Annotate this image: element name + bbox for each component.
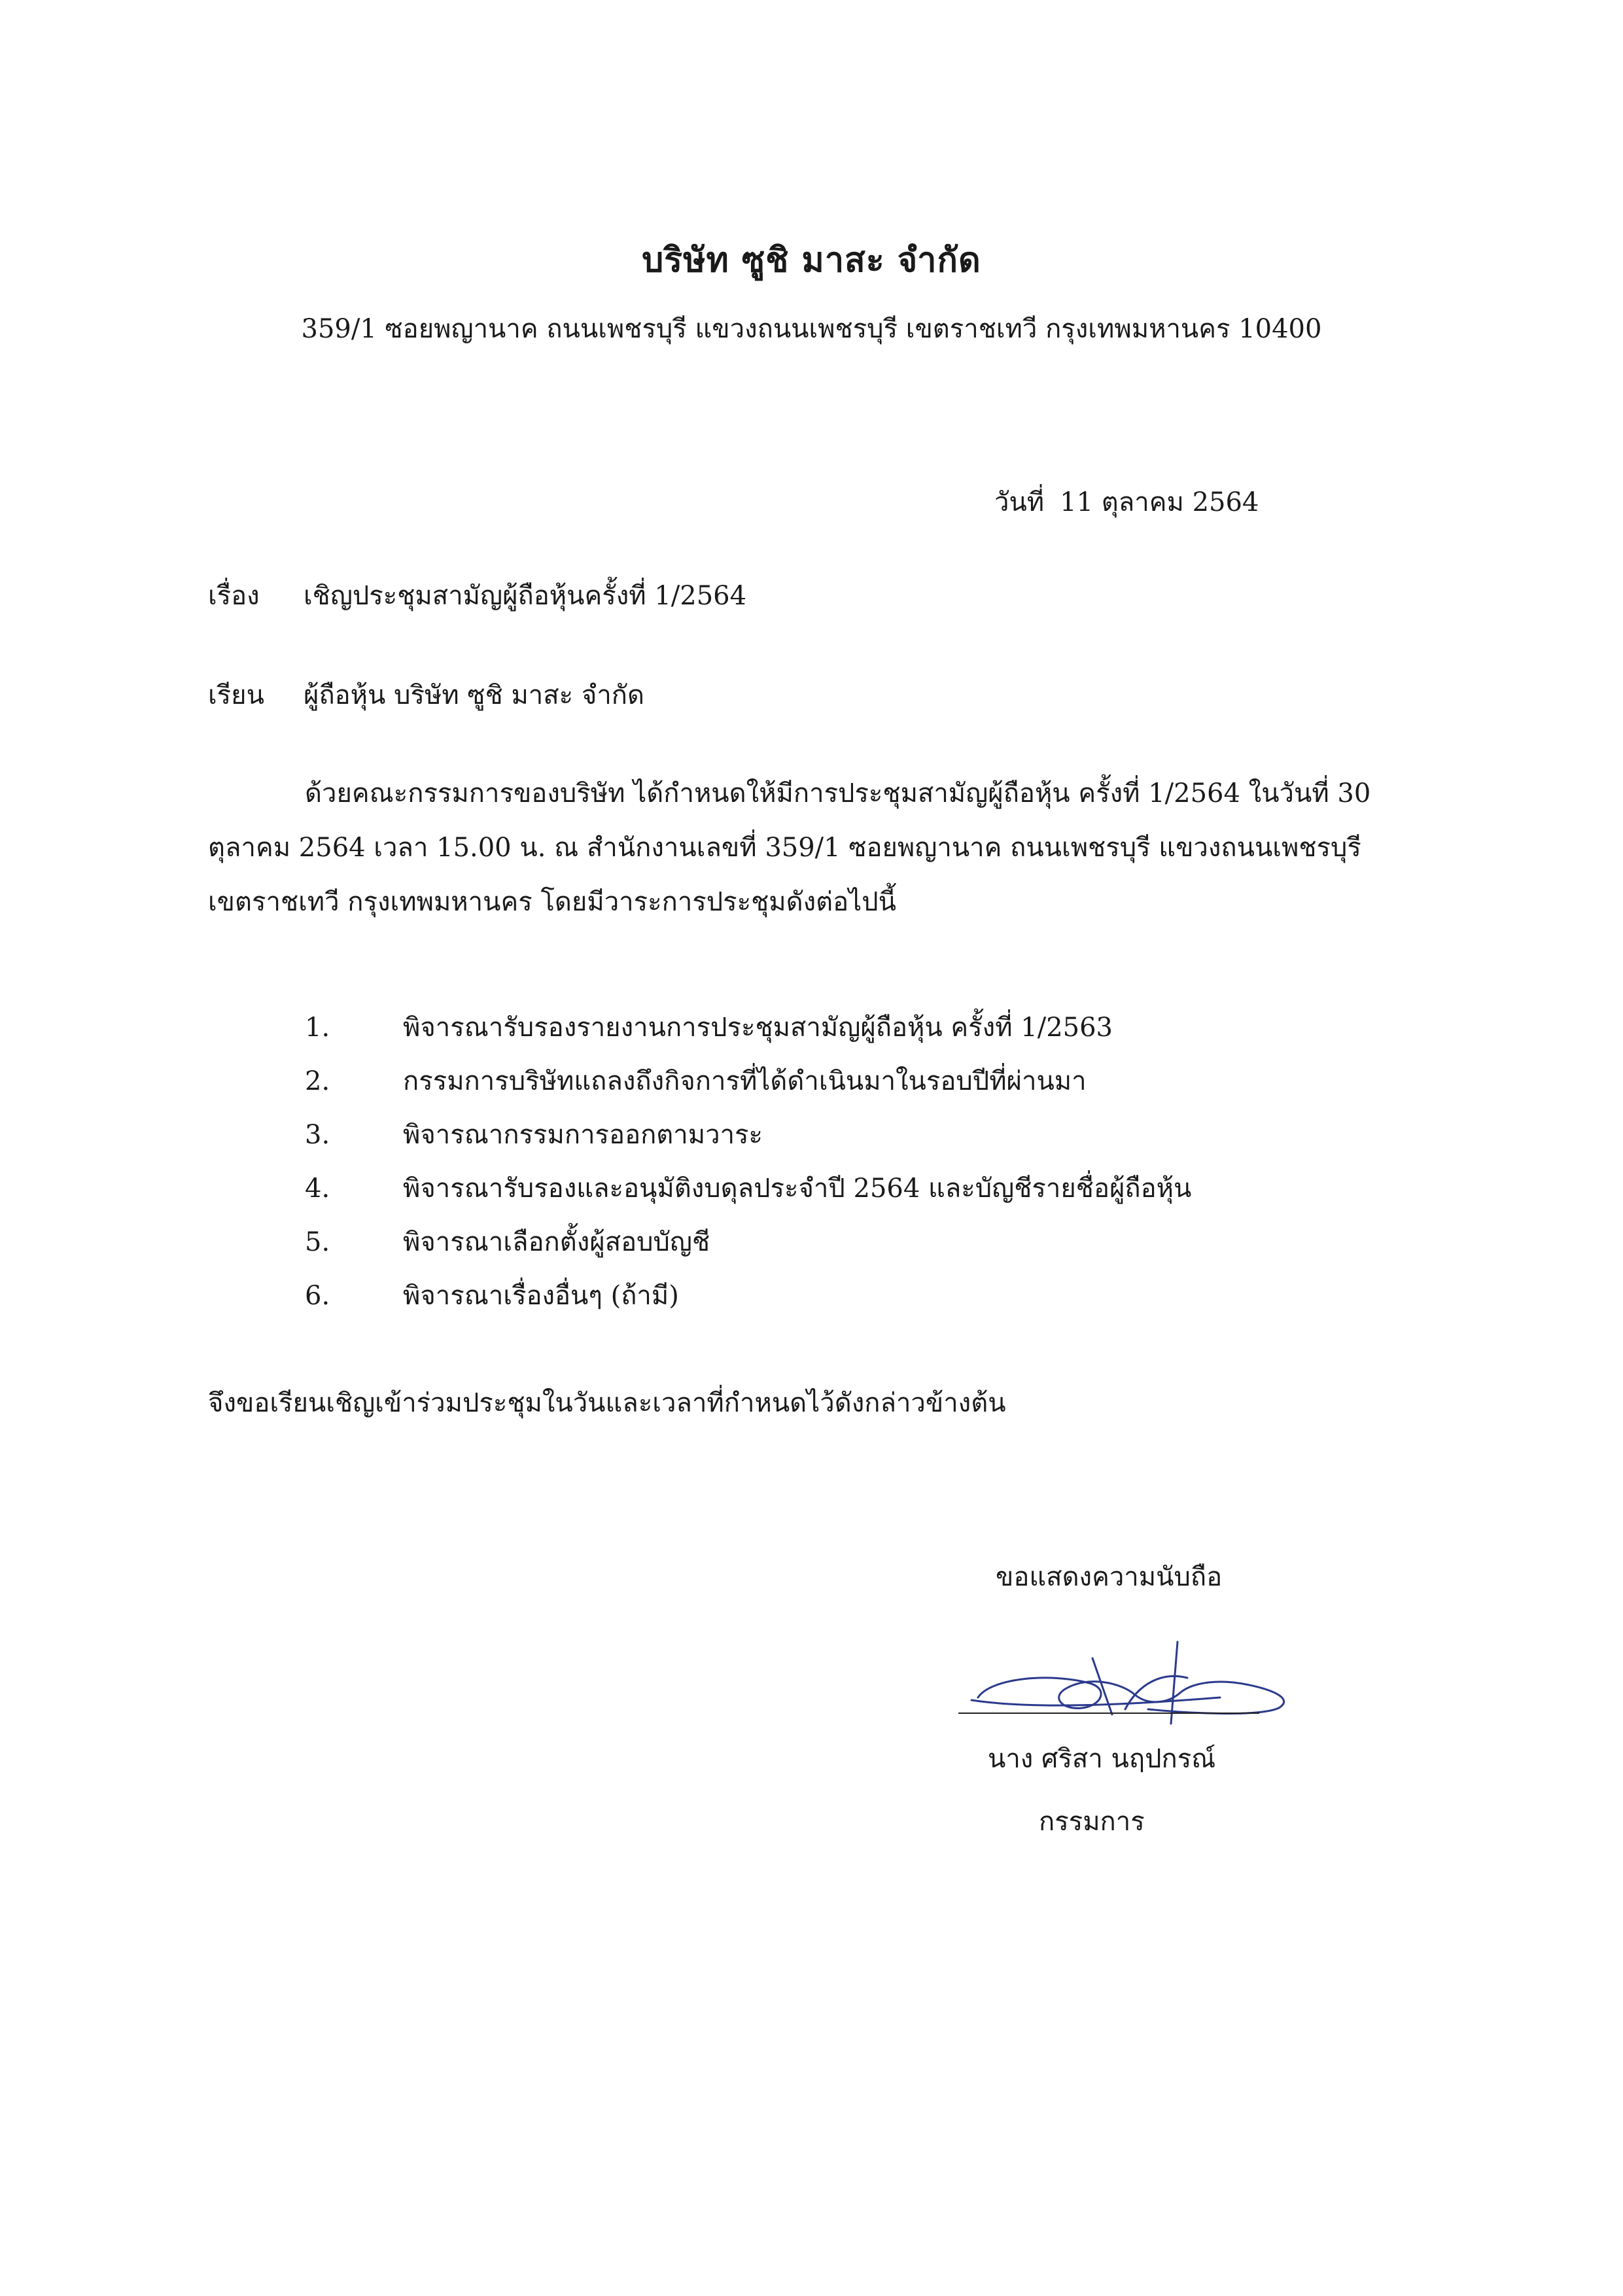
letter-date — [994, 481, 1259, 523]
date-label: วันที่ — [994, 487, 1045, 517]
agenda-text: พิจารณาเรื่องอื่นๆ (ถ้ามี) — [403, 1281, 679, 1311]
agenda-number: 1. — [305, 1013, 330, 1043]
agenda-item — [305, 1269, 1191, 1323]
body-paragraph — [208, 767, 1444, 930]
agenda-number: 3. — [305, 1120, 330, 1150]
signature-image — [952, 1632, 1318, 1730]
subject-line — [208, 574, 746, 616]
agenda-number: 5. — [305, 1227, 330, 1257]
body-line: เขตราชเทวี กรุงเทพมหานคร โดยมีวาระการประชุมดังต่อไปนี้ — [208, 887, 896, 917]
recipient-text: ผู้ถือหุ้น บริษัท ซูชิ มาสะ จำกัด — [304, 680, 644, 710]
signature-line — [958, 1713, 1259, 1714]
agenda-text: กรรมการบริษัทแถลงถึงกิจการที่ได้ดำเนินมาในรอบปีที่ผ่านมา — [403, 1066, 1087, 1096]
agenda-text: พิจารณารับรองรายงานการประชุมสามัญผู้ถือหุ้น ครั้งที่ 1/2563 — [403, 1013, 1113, 1043]
regards-text: ขอแสดงความนับถือ — [996, 1562, 1223, 1592]
body-line: ด้วยคณะกรรมการของบริษัท ได้กำหนดให้มีการประชุมสามัญผู้ถือหุ้น ครั้งที่ 1/2564 ในวันที่ 30 — [305, 778, 1371, 809]
agenda-text: พิจารณากรรมการออกตามวาระ — [403, 1120, 763, 1150]
agenda-number: 4. — [305, 1174, 330, 1204]
company-name: บริษัท ซูชิ มาสะ จำกัด — [642, 240, 981, 280]
agenda-list — [305, 1001, 1191, 1323]
subject-text: เชิญประชุมสามัญผู้ถือหุ้นครั้งที่ 1/2564 — [304, 581, 747, 611]
agenda-number: 6. — [305, 1281, 330, 1311]
recipient-label: เรียน — [208, 680, 264, 710]
agenda-item — [305, 1215, 1191, 1269]
agenda-text: พิจารณารับรองและอนุมัติงบดุลประจำปี 2564 และบัญชีรายชื่อผู้ถือหุ้น — [403, 1174, 1192, 1204]
company-address: 359/1 ซอยพญานาค ถนนเพชรบุรี แขวงถนนเพชรบุรี เขตราชเทวี กรุงเทพมหานคร 10400 — [301, 314, 1322, 344]
signature-stroke — [971, 1697, 1220, 1705]
agenda-item — [305, 1054, 1191, 1108]
agenda-item — [305, 1162, 1191, 1215]
agenda-item — [305, 1108, 1191, 1162]
subject-label: เรื่อง — [208, 581, 260, 611]
signer-title: กรรมการ — [1039, 1807, 1145, 1837]
closing-sentence: จึงขอเรียนเชิญเข้าร่วมประชุมในวันและเวลาที่กำหนดไว้ดังกล่าวข้างต้น — [208, 1388, 1006, 1418]
agenda-text: พิจารณาเลือกตั้งผู้สอบบัญชี — [403, 1227, 710, 1257]
agenda-number: 2. — [305, 1066, 330, 1096]
agenda-item — [305, 1001, 1191, 1054]
body-line: ตุลาคม 2564 เวลา 15.00 น. ณ สำนักงานเลขที่ 359/1 ซอยพญานาค ถนนเพชรบุรี แขวงถนนเพชรบุรี — [208, 833, 1361, 863]
date-value: 11 ตุลาคม 2564 — [1060, 487, 1259, 517]
signature-stroke — [1125, 1676, 1187, 1709]
recipient-line — [208, 674, 644, 716]
signature-stroke — [978, 1678, 1284, 1714]
signer-name: นาง ศริสา นฤปกรณ์ — [988, 1744, 1216, 1774]
